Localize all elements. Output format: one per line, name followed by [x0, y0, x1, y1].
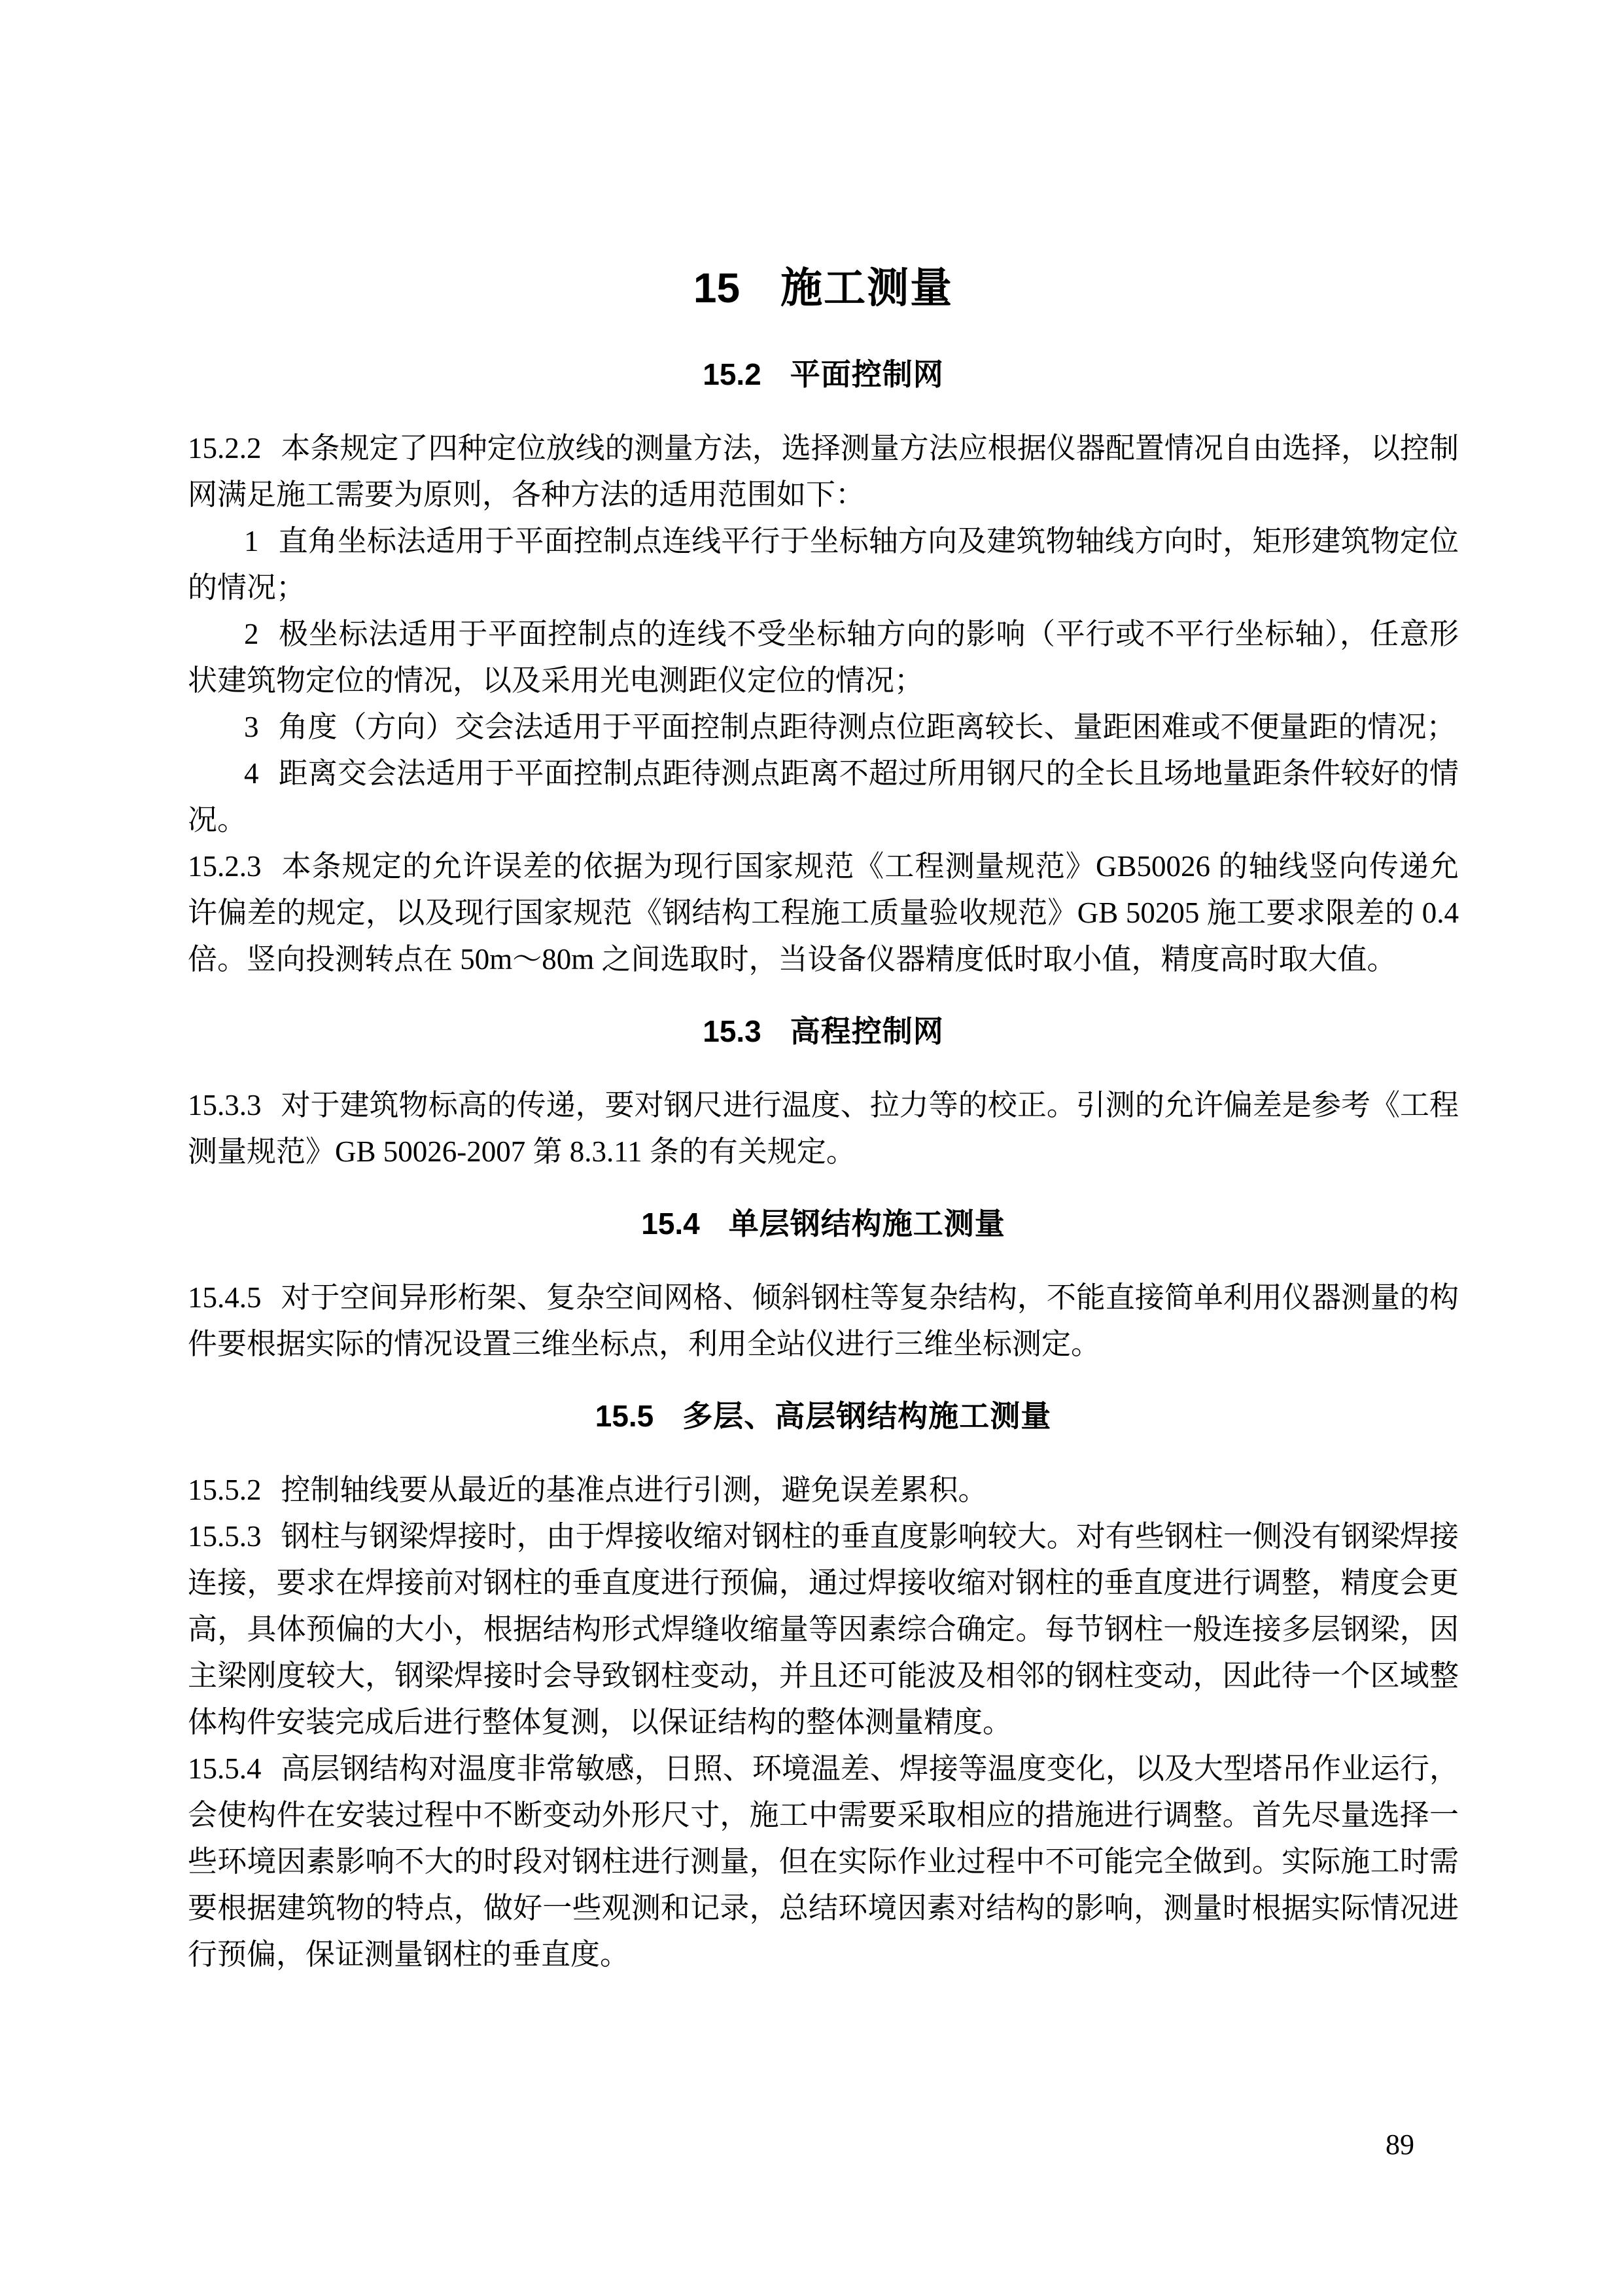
clause-number: 15.5.2	[188, 1474, 262, 1506]
section-heading-text: 单层钢结构施工测量	[728, 1207, 1005, 1241]
clause-text: 高层钢结构对温度非常敏感，日照、环境温差、焊接等温度变化，以及大型塔吊作业运行，会使构件在安装过程中不断变动外形尺寸，施工中需要采取相应的措施进行调整。首先尽量选择一些环境因素影响不大的时段对钢柱进行测量，但在实际作业过程中不可能完全做到。实际施工时需要根据建筑物的特点，做好一些观测和记录，总结环境因素对结构的影响，测量时根据实际情况进行预偏，保证测量钢柱的垂直度。	[188, 1752, 1459, 1971]
clause-number: 15.5.3	[188, 1520, 262, 1553]
clause-number: 15.3.3	[188, 1089, 262, 1122]
clause-number: 15.2.3	[188, 850, 262, 883]
section-number: 15.2	[703, 357, 761, 391]
document-content	[188, 0, 1459, 1978]
section-number: 15.3	[703, 1014, 761, 1048]
chapter-number: 15	[693, 264, 741, 311]
list-item-2	[188, 611, 1459, 704]
section-heading-15-4	[188, 1205, 1459, 1242]
clause-text: 本条规定的允许误差的依据为现行国家规范《工程测量规范》GB50026 的轴线竖向传递允许偏差的规定，以及现行国家规范《钢结构工程施工质量验收规范》GB 50205 施工要求限差的 0.4 倍。竖向投测转点在 50m～80m 之间选取时，当设备仪器精度低时取小值，精度高时取大值。	[188, 850, 1459, 976]
clause-15-2-2	[188, 425, 1459, 518]
clause-15-5-3	[188, 1513, 1459, 1746]
clause-15-2-3	[188, 843, 1459, 983]
clause-15-4-5	[188, 1275, 1459, 1368]
item-text: 直角坐标法适用于平面控制点连线平行于坐标轴方向及建筑物轴线方向时，矩形建筑物定位的情况；	[188, 525, 1459, 604]
clause-15-5-4	[188, 1746, 1459, 1978]
item-number: 4	[244, 757, 259, 790]
section-heading-15-5	[188, 1398, 1459, 1434]
clause-text: 钢柱与钢梁焊接时，由于焊接收缩对钢柱的垂直度影响较大。对有些钢柱一侧没有钢梁焊接连接，要求在焊接前对钢柱的垂直度进行预偏，通过焊接收缩对钢柱的垂直度进行调整，精度会更高，具体预偏的大小，根据结构形式焊缝收缩量等因素综合确定。每节钢柱一般连接多层钢梁，因主梁刚度较大，钢梁焊接时会导致钢柱变动，并且还可能波及相邻的钢柱变动，因此待一个区域整体构件安装完成后进行整体复测，以保证结构的整体测量精度。	[188, 1520, 1459, 1739]
list-item-3	[188, 704, 1459, 751]
item-number: 2	[244, 618, 259, 650]
section-heading-15-3	[188, 1013, 1459, 1050]
section-heading-text: 平面控制网	[790, 357, 944, 391]
section-heading-text: 高程控制网	[790, 1014, 944, 1048]
clause-number: 15.2.2	[188, 432, 262, 465]
clause-15-5-2	[188, 1467, 1459, 1513]
clause-number: 15.4.5	[188, 1281, 262, 1314]
clause-text: 对于建筑物标高的传递，要对钢尺进行温度、拉力等的校正。引测的允许偏差是参考《工程测量规范》GB 50026-2007 第 8.3.11 条的有关规定。	[188, 1089, 1459, 1168]
clause-text: 本条规定了四种定位放线的测量方法，选择测量方法应根据仪器配置情况自由选择，以控制网满足施工需要为原则，各种方法的适用范围如下：	[188, 432, 1459, 511]
list-item-1	[188, 518, 1459, 611]
item-text: 极坐标法适用于平面控制点的连线不受坐标轴方向的影响（平行或不平行坐标轴），任意形状建筑物定位的情况，以及采用光电测距仪定位的情况；	[188, 618, 1459, 697]
clause-text: 控制轴线要从最近的基准点进行引测，避免误差累积。	[281, 1474, 988, 1506]
section-heading-text: 多层、高层钢结构施工测量	[682, 1399, 1052, 1433]
section-number: 15.5	[595, 1399, 654, 1433]
section-number: 15.4	[641, 1207, 700, 1241]
item-text: 角度（方向）交会法适用于平面控制点距待测点位距离较长、量距困难或不便量距的情况；	[278, 711, 1456, 743]
section-heading-15-2	[188, 356, 1459, 393]
clause-15-3-3	[188, 1082, 1459, 1175]
item-number: 1	[244, 525, 259, 557]
item-text: 距离交会法适用于平面控制点距待测点距离不超过所用钢尺的全长且场地量距条件较好的情况。	[188, 757, 1459, 836]
clause-number: 15.5.4	[188, 1752, 262, 1785]
chapter-title-text: 施工测量	[780, 264, 954, 311]
page-number: 89	[1386, 2128, 1414, 2161]
clause-text: 对于空间异形桁架、复杂空间网格、倾斜钢柱等复杂结构，不能直接简单利用仪器测量的构件要根据实际的情况设置三维坐标点，利用全站仪进行三维坐标测定。	[188, 1281, 1459, 1360]
chapter-title	[188, 262, 1459, 314]
item-number: 3	[244, 711, 259, 743]
list-item-4	[188, 751, 1459, 843]
